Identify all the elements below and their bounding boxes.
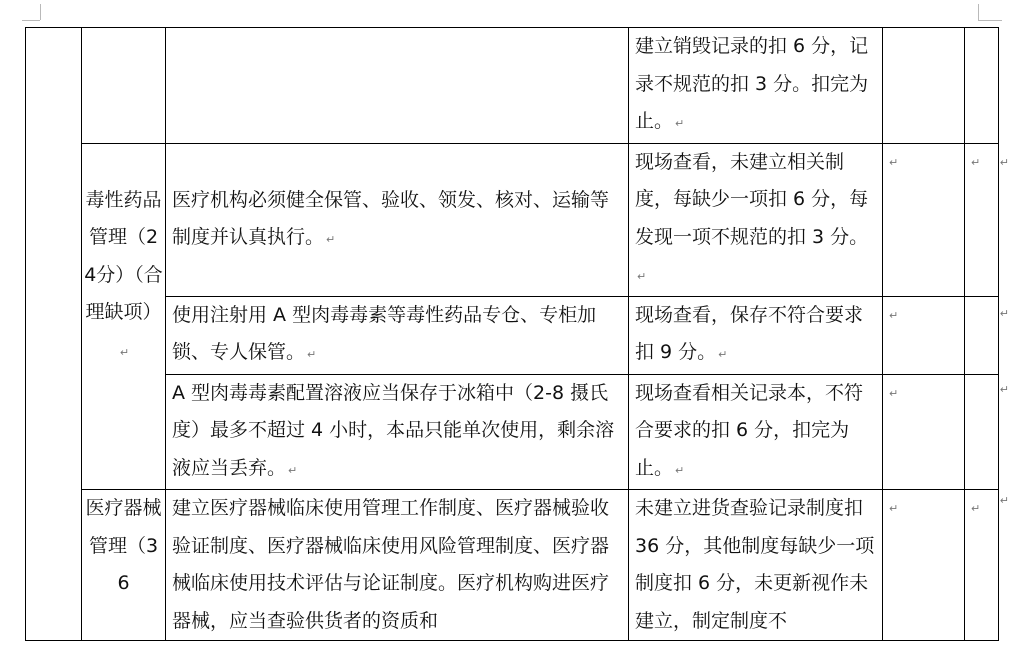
standard-cell (166, 28, 629, 144)
method-text: 现场查看，保存不符合要求扣 9 分。 (635, 303, 864, 363)
note-cell (965, 28, 999, 144)
table-row (26, 143, 999, 296)
end-of-row-mark: ↵ (999, 156, 1009, 169)
table-row (26, 374, 999, 490)
paragraph-mark: ↵ (971, 502, 981, 515)
table-row (26, 296, 999, 374)
end-of-row-mark: ↵ (999, 494, 1009, 507)
method-text: 建立销毁记录的扣 6 分，记录不规范的扣 3 分。扣完为止。 (635, 35, 869, 132)
paragraph-mark: ↵ (307, 348, 317, 361)
paragraph-mark: ↵ (718, 348, 728, 361)
paragraph-mark: ↵ (675, 463, 685, 477)
method-text: 现场查看相关记录本，不符合要求的扣 6 分，扣完为止。 (635, 381, 864, 479)
inspection-scoring-table (25, 27, 999, 641)
paragraph-mark: ↵ (675, 117, 685, 130)
score-cell (883, 28, 965, 144)
paragraph-mark: ↵ (889, 502, 899, 515)
margin-corner-mark (978, 4, 979, 20)
item-cell (82, 490, 166, 641)
end-of-row-mark: ↵ (999, 383, 1009, 396)
paragraph-mark: ↵ (889, 155, 899, 169)
paragraph-mark: ↵ (637, 270, 647, 283)
method-cell (629, 490, 883, 641)
note-cell (965, 490, 999, 641)
note-cell (965, 374, 999, 490)
method-text: 未建立进货查验记录制度扣 36 分，其他制度每缺少一项制度扣 6 分，未更新视作未建立，制定制度不 (635, 497, 875, 632)
paragraph-mark: ↵ (889, 386, 899, 400)
method-cell (629, 374, 883, 490)
score-cell (883, 296, 965, 374)
standard-text: 建立医疗器械临床使用管理工作制度、医疗器械验收验证制度、医疗器械临床使用风险管理制度、医疗器械临床使用技术评估与论证制度。医疗机构购进医疗器械，应当查验供货者的资质和 (172, 497, 610, 632)
item-cell (82, 143, 166, 490)
end-of-row-mark: ↵ (999, 307, 1009, 320)
paragraph-mark: ↵ (889, 308, 899, 322)
standard-cell (166, 490, 629, 641)
method-cell (629, 143, 883, 296)
item-cell (82, 28, 166, 144)
standard-text: 使用注射用 A 型肉毒毒素等毒性药品专仓、专柜加锁、专人保管。 (172, 303, 597, 363)
margin-corner-mark (40, 4, 41, 20)
score-cell (883, 374, 965, 490)
paragraph-mark: ↵ (288, 463, 298, 477)
standard-cell (166, 296, 629, 374)
table-row (26, 28, 999, 144)
score-cell (883, 143, 965, 296)
score-cell (883, 490, 965, 641)
method-cell (629, 28, 883, 144)
item-text: 医疗器械管理（36 (85, 497, 162, 594)
standard-text: 医疗机构必须健全保管、验收、领发、核对、运输等制度并认真执行。 (172, 188, 610, 248)
note-cell (965, 296, 999, 374)
table-row (26, 490, 999, 641)
margin-corner-mark (978, 20, 1002, 21)
item-text: 毒性药品管理（24分）（合理缺项） (84, 188, 163, 323)
method-text: 现场查看，未建立相关制度，每缺少一项扣 6 分，每发现一项不规范的扣 3 分。 (635, 150, 869, 248)
section-cell (26, 28, 82, 641)
method-cell (629, 296, 883, 374)
note-cell (965, 143, 999, 296)
standard-cell (166, 374, 629, 490)
standard-cell (166, 143, 629, 296)
paragraph-mark: ↵ (326, 233, 336, 246)
margin-corner-mark (22, 20, 40, 21)
paragraph-mark: ↵ (971, 155, 981, 169)
paragraph-mark: ↵ (119, 345, 130, 359)
standard-text: A 型肉毒毒素配置溶液应当保存于冰箱中（2-8 摄氏度）最多不超过 4 小时，本品只能单次使用，剩余溶液应当丢弃。 (172, 381, 615, 479)
